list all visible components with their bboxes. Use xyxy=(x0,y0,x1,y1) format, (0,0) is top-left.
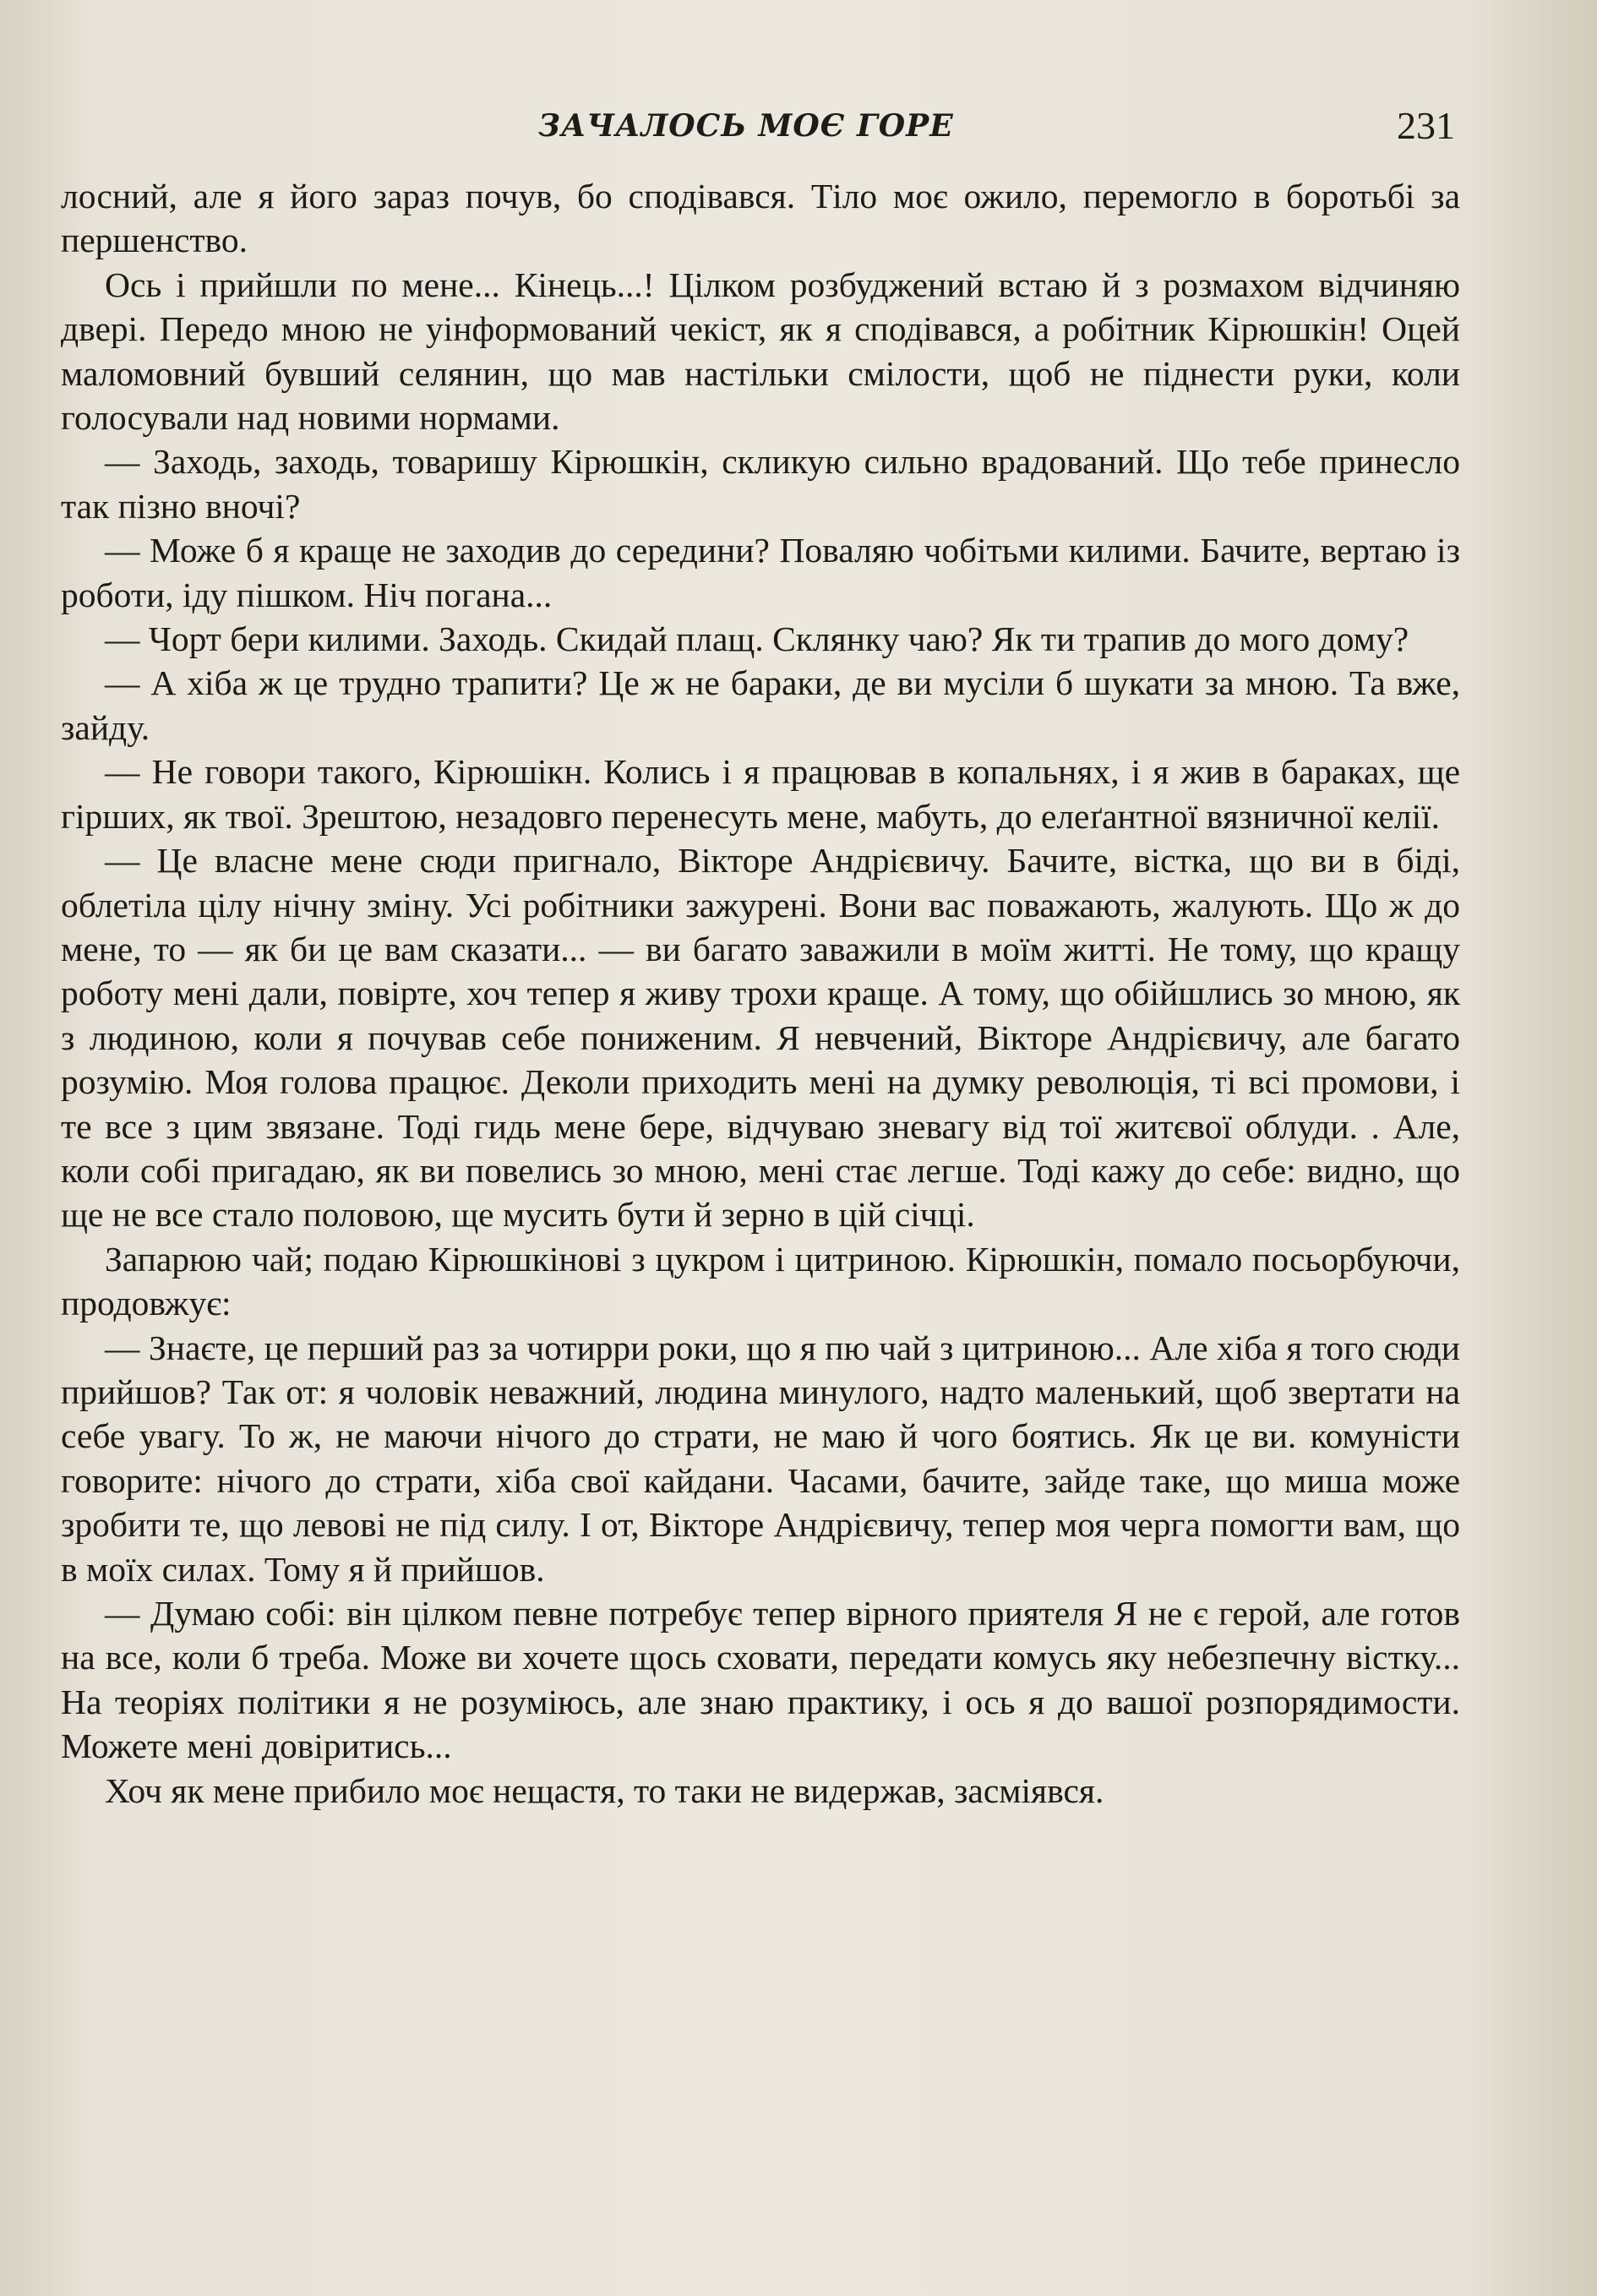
paragraph: — Може б я краще не заходив до середини? Поваляю чобітьми килими. Бачите, вертаю із роботи, іду пішком. Ніч погана... xyxy=(61,531,1460,614)
paragraph: — Заходь, заходь, товаришу Кірюшкін, скликую сильно врадований. Що тебе принесло так пізно вночі? xyxy=(61,442,1460,526)
paragraph: Ось і прийшли по мене... Кінець...! Цілком розбуджений встаю й з розмахом відчиняю двері. Передо мною не уінформований чекіст, як я сподівався, а робітник Кірюшкін! Оцей маломовний бувший селянин, що мав настільки смілости, щоб не піднести руки, коли голосували над новими нормами. xyxy=(61,265,1460,438)
running-title: ЗАЧАЛОСЬ МОЄ ГОРЕ xyxy=(538,108,954,144)
paragraph: Хоч як мене прибило моє нещастя, то таки не видержав, засміявся. xyxy=(105,1770,1104,1810)
page-number: 231 xyxy=(1397,104,1455,147)
paragraph: — Чорт бери килими. Заходь. Скидай плащ. Склянку чаю? Як ти трапив до мого дому? xyxy=(105,619,1409,659)
paragraph: — Знаєте, це перший раз за чотирри роки, що я пю чай з цитриною... Але хіба я того сюди прийшов? Так от: я чоловік неважний, людина минулого, надто маленький, щоб звертати на себе увагу. То ж, не маючи нічого до страти, не маю й чого боятись. Як це ви. комуністи говорите: нічого до страти, хіба свої кайдани. Часами, бачите, зайде таке, що миша може зробити те, що левові не під силу. І от, Вікторе Андрієвичу, тепер моя черга помогти вам, що в моїх силах. Тому я й прийшов. xyxy=(61,1328,1460,1589)
paragraph: Запарюю чай; подаю Кірюшкінові з цукром і цитриною. Кірюшкін, помало посьорбуючи, продовжує: xyxy=(61,1239,1460,1323)
page-header xyxy=(61,100,1455,159)
paragraph: — А хіба ж це трудно трапити? Це ж не бараки, де ви мусіли б шукати за мною. Та вже, зайду. xyxy=(61,663,1460,747)
body-text xyxy=(61,174,1460,1813)
paragraph: — Це власне мене сюди пригнало, Вікторе Андрієвичу. Бачите, вістка, що ви в біді, облетіла цілу нічну зміну. Усі робітники зажурені. Вони вас поважають, жалують. Що ж до мене, то — як би це вам сказати... — ви багато заважили в моїм житті. Не тому, що кращу роботу мені дали, повірте, хоч тепер я живу трохи краще. А тому, що обійшлись зо мною, як з людиною, коли я почував себе пониженим. Я невчений, Вікторе Андрієвичу, але багато розумію. Моя голова працює. Деколи приходить мені на думку революція, ті всі промови, і те все з цим звязане. Тоді гидь мене бере, відчуваю зневагу від тої житєвої облуди. . Але, коли собі пригадаю, як ви повелись зо мною, мені стає легше. Тоді кажу до себе: видно, що ще не все стало половою, ще мусить бути й зерно в цій січці. xyxy=(61,841,1460,1235)
paragraph: — Думаю собі: він цілком певне потребує тепер вірного приятеля Я не є герой, але готов на все, коли б треба. Може ви хочете щось сховати, передати комусь яку небезпечну вістку... На теоріях політики я не розуміюсь, але знаю практику, і ось я до вашої розпорядимости. Можете мені довіритись... xyxy=(61,1594,1460,1766)
paragraph: лосний, але я його зараз почув, бо сподівався. Тіло моє ожило, перемогло в боротьбі за першенство. xyxy=(61,177,1460,260)
paragraph: — Не говори такого, Кірюшікн. Колись і я працював в копальнях, і я жив в бараках, ще гірших, як твої. Зрештою, незадовго перенесуть мене, мабуть, до елеґантної вязничної келії. xyxy=(61,752,1460,836)
